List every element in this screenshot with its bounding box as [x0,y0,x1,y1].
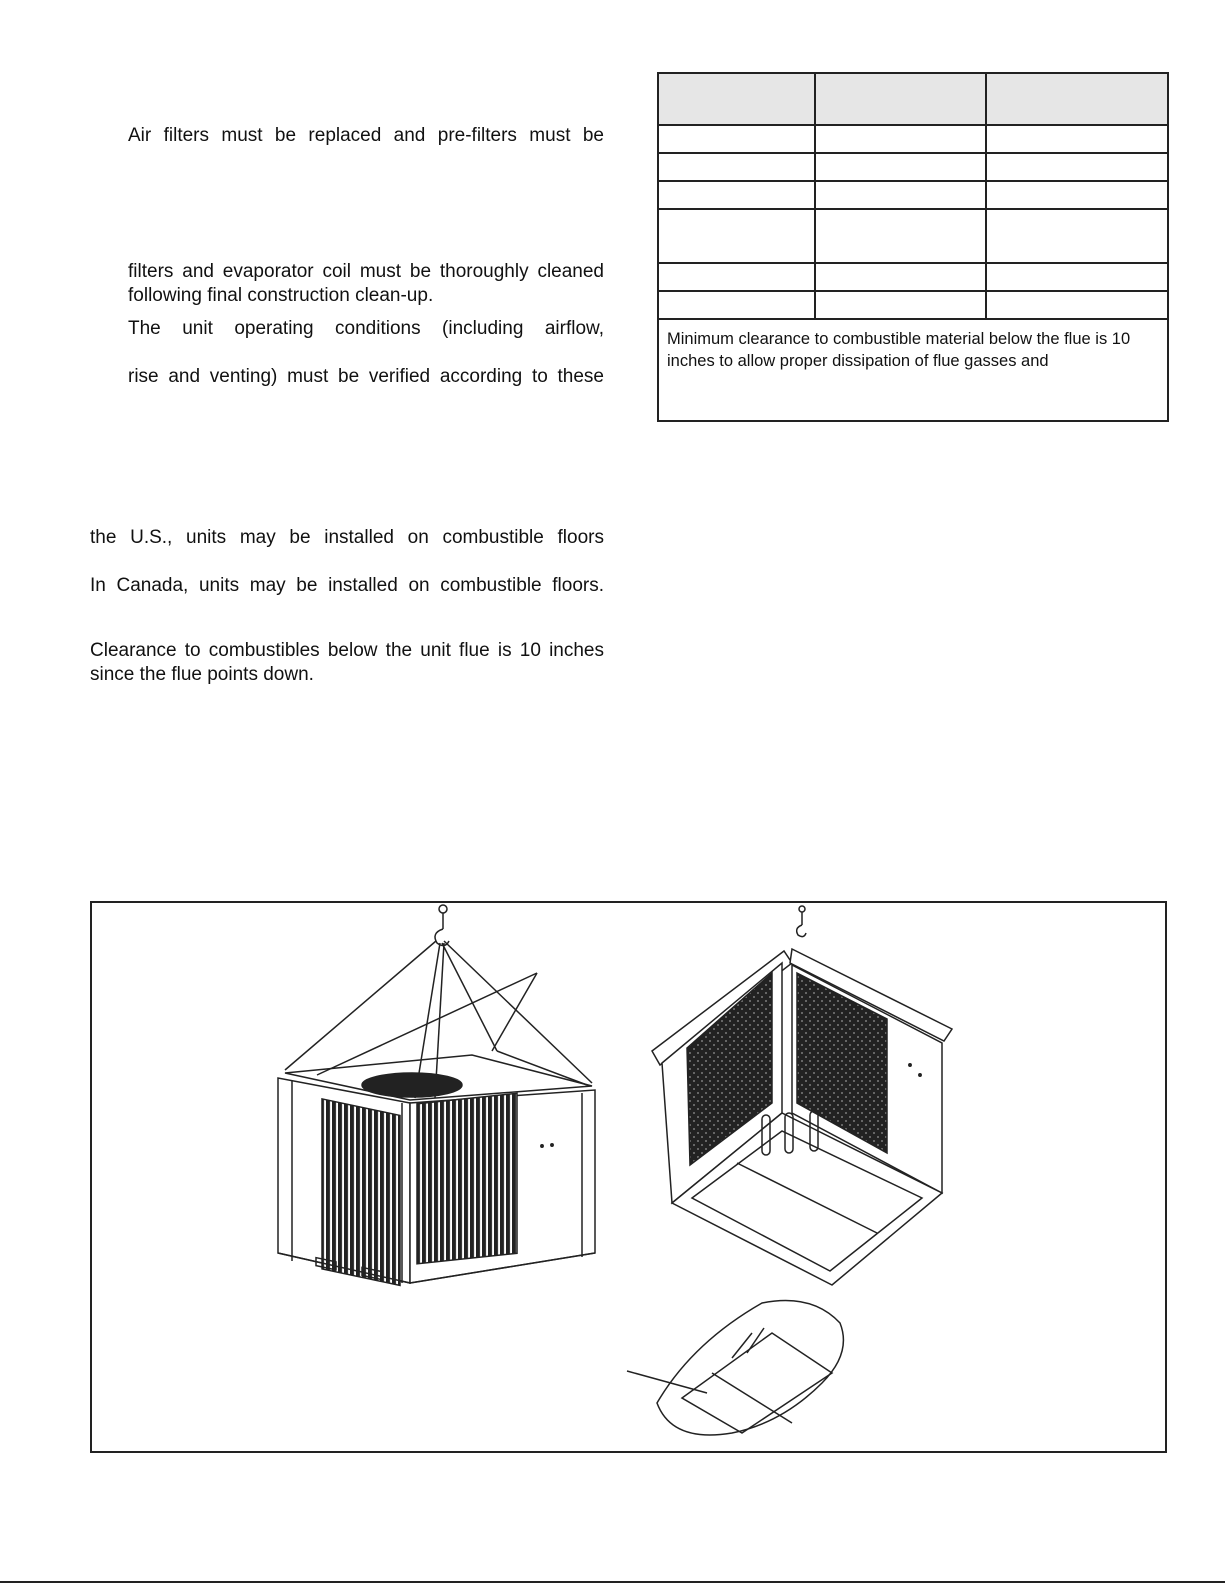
paragraph-rise-venting: rise and venting) must be verified according to these [128,366,604,387]
table-note: Minimum clearance to combustible material below the flue is 10 inches to allow proper dissipation of flue gasses and [658,319,1168,421]
figure-drawing [92,903,1165,1451]
table-row [658,209,1168,263]
lifting-figure [90,901,1167,1453]
paragraph-filters-cleaned: filters and evaporator coil must be thoroughly cleaned following final construction clean-up. [128,261,604,306]
table-row [658,153,1168,181]
lifting-hook-icon [797,906,806,937]
table-row [658,181,1168,209]
table-note-row [658,319,1168,421]
paragraph-canada-floors: In Canada, units may be installed on combustible floors. [90,575,604,596]
unit-base-illustration [652,906,952,1285]
table-row [658,263,1168,291]
packaged-unit-illustration [278,905,595,1285]
paragraph-us-floors: the U.S., units may be installed on combustible floors [90,527,604,548]
table-row [658,291,1168,319]
page-bottom-rule [0,1581,1225,1583]
base-detail-illustration [627,1301,843,1436]
paragraph-air-filters: Air filters must be replaced and pre-filters must be [128,125,604,146]
clearance-table [657,72,1169,422]
paragraph-flue-clearance: Clearance to combustibles below the unit flue is 10 inches since the flue points down. [90,640,604,685]
table-row [658,125,1168,153]
paragraph-operating-conditions: The unit operating conditions (including airflow, [128,318,604,339]
lifting-hook-icon [435,905,449,946]
table-header-row [658,73,1168,125]
